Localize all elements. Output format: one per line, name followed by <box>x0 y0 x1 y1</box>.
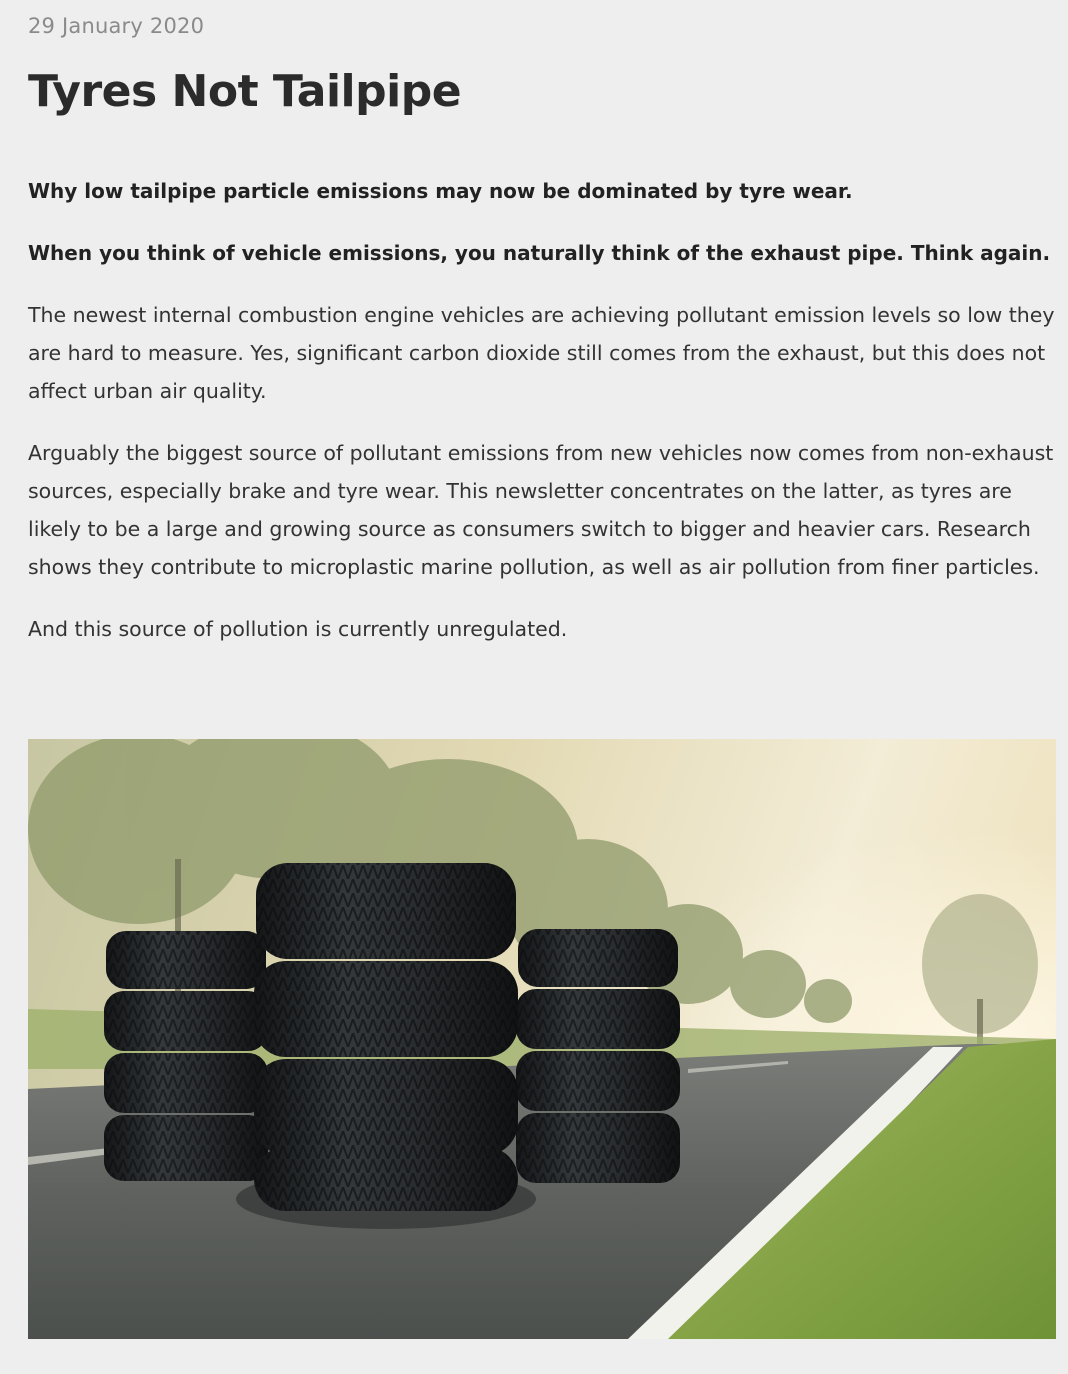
article-date: 29 January 2020 <box>28 14 205 38</box>
hero-image <box>28 739 1056 1339</box>
body-paragraph-1: The newest internal combustion engine vehicles are achieving pollutant emission levels so low they are hard to measure. Yes, significant carbon dioxide still comes from the exhaust, but this does not affect urban air quality. <box>28 303 1055 403</box>
lead-paragraph-1: Why low tailpipe particle emissions may now be dominated by tyre wear. <box>28 179 853 203</box>
article-title: Tyres Not Tailpipe <box>28 66 462 117</box>
article-body <box>28 172 1056 672</box>
body-paragraph-2: Arguably the biggest source of pollutant emissions from new vehicles now comes from non-exhaust sources, especially brake and tyre wear. This newsletter concentrates on the latter, as tyres are likely to be a large and growing source as consumers switch to bigger and heavier cars. Research shows they contribute to microplastic marine pollution, as well as air pollution from finer particles. <box>28 441 1054 579</box>
lead-paragraph-2: When you think of vehicle emissions, you naturally think of the exhaust pipe. Think again. <box>28 241 1051 265</box>
body-paragraph-3: And this source of pollution is currently unregulated. <box>28 617 568 641</box>
tyres-on-road-photo-icon <box>28 739 1056 1339</box>
